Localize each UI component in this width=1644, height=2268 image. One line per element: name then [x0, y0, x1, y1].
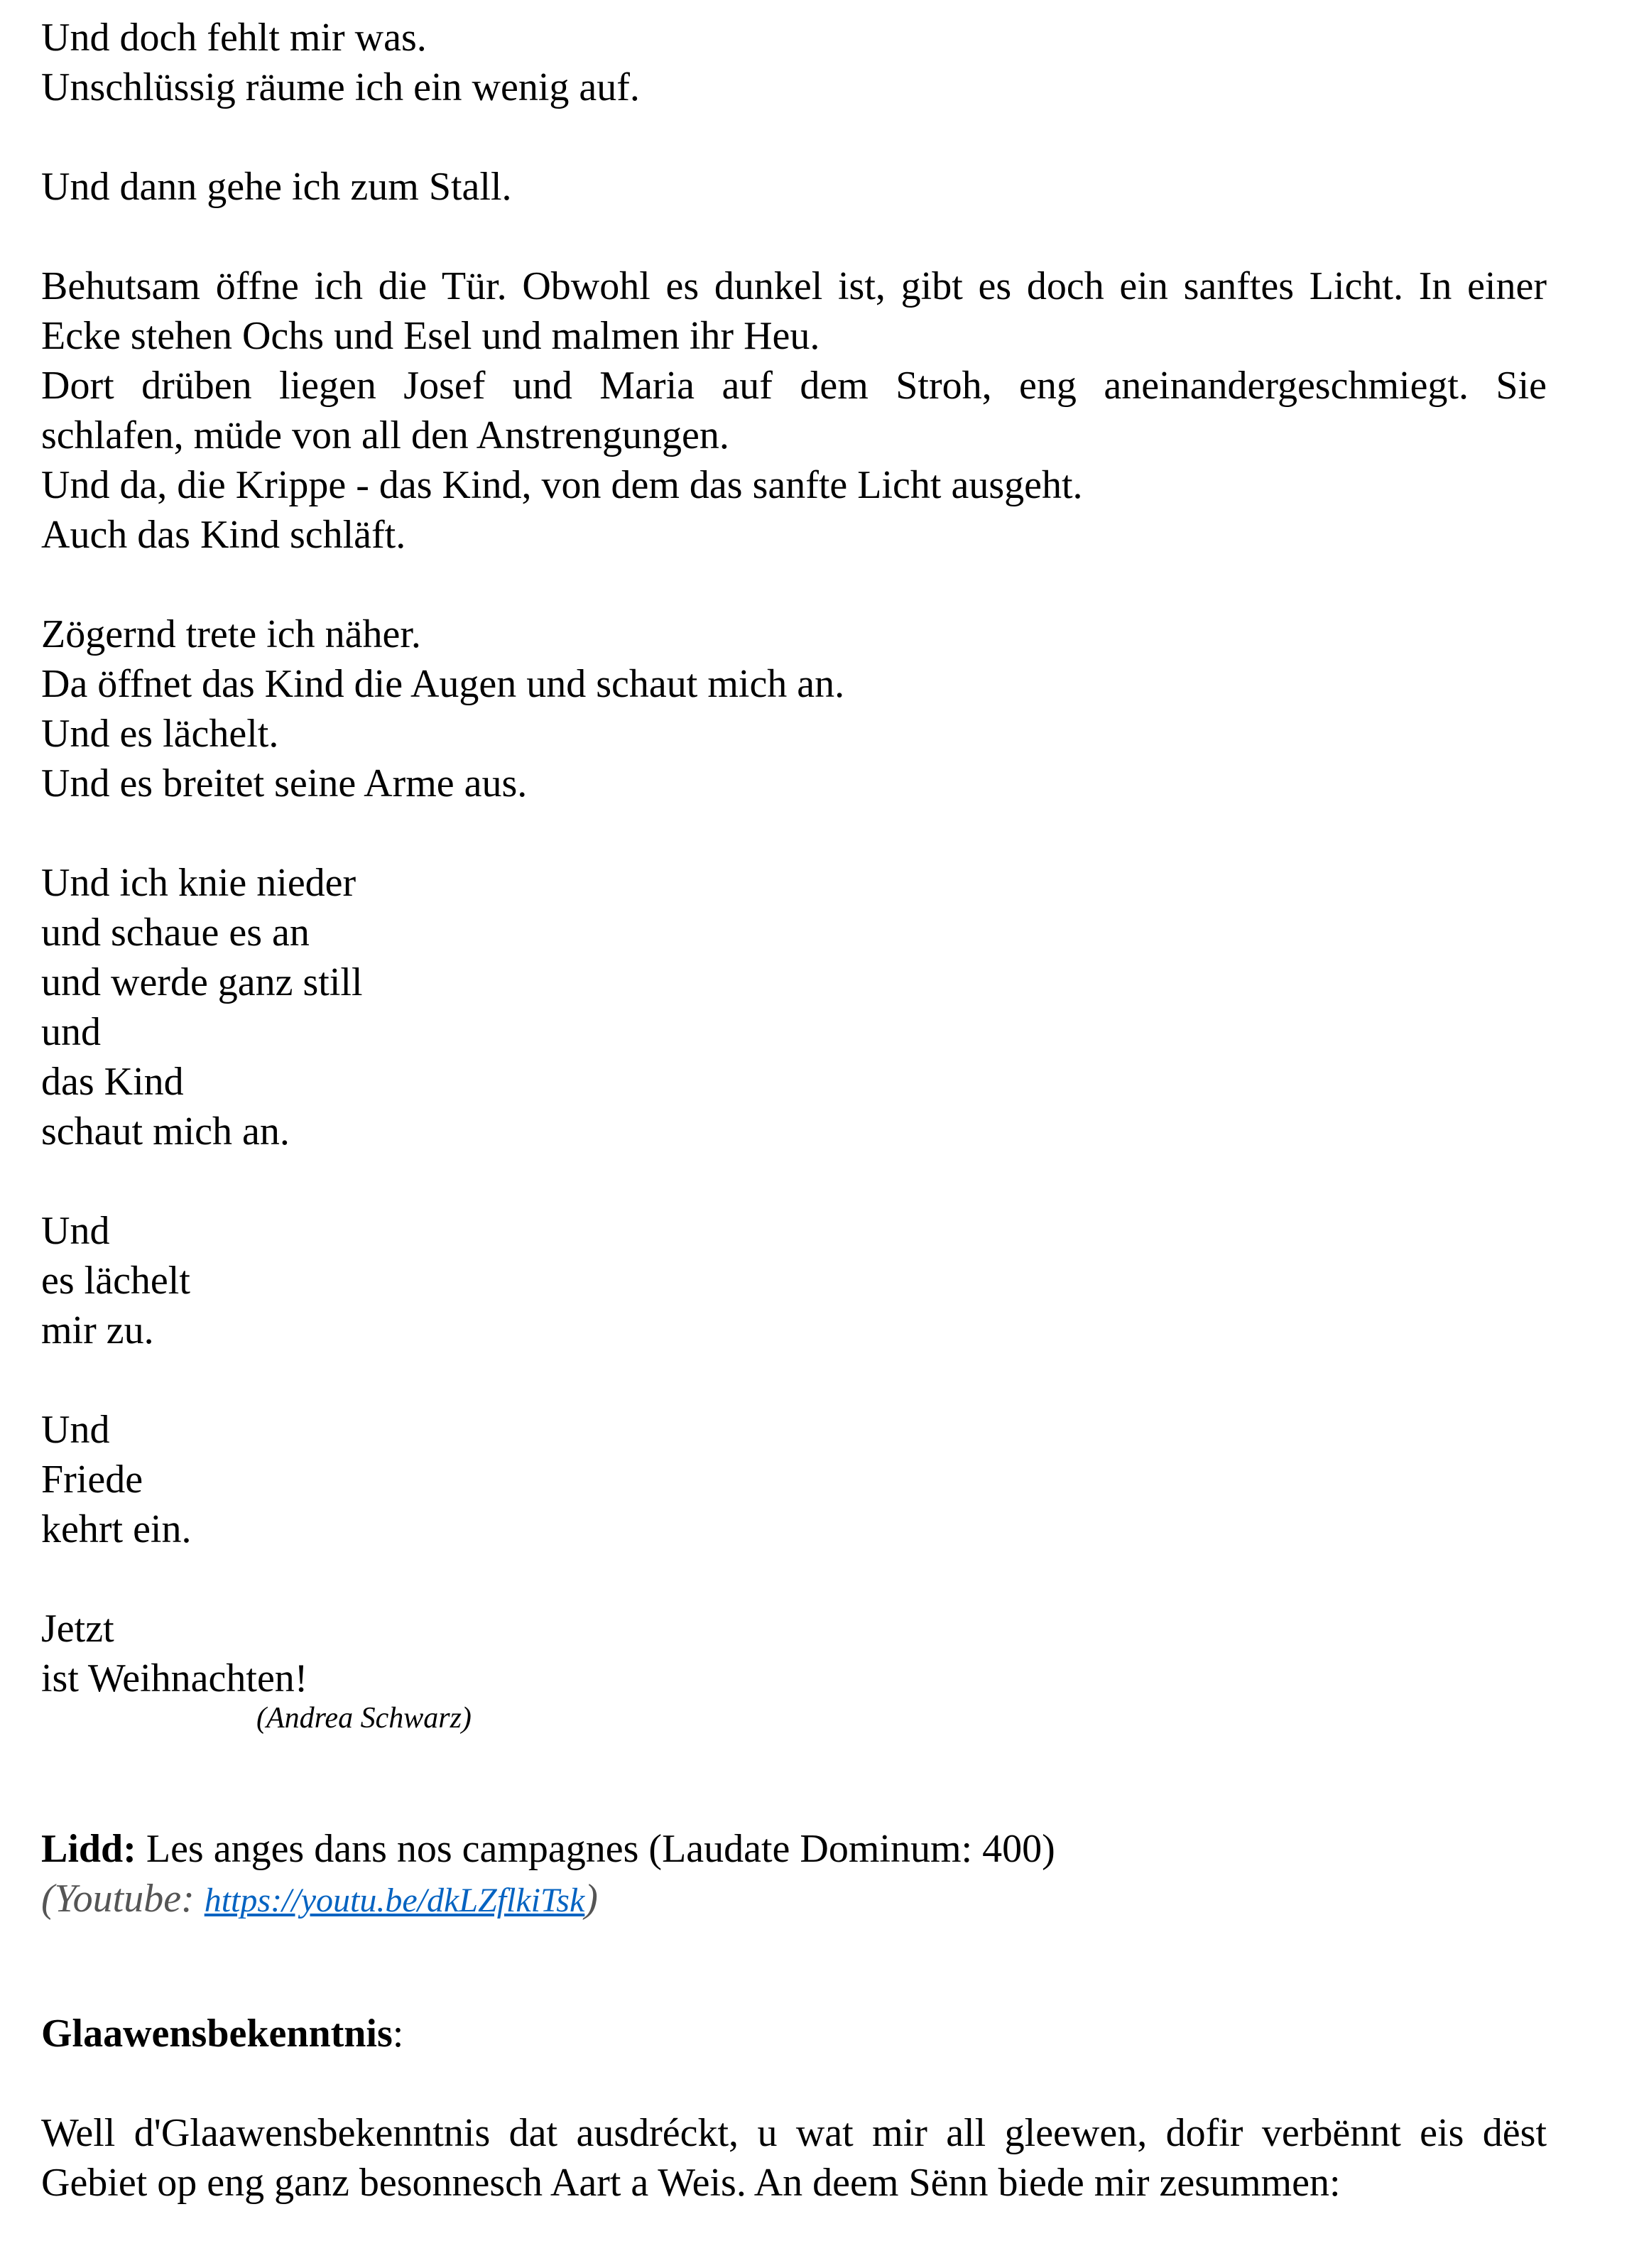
creed-paragraph-line: Gebiet op eng ganz besonnesch Aart a Weis. An deem Sënn biede mir zesummen:: [41, 2161, 1341, 2205]
poem-line: kehrt ein.: [41, 1507, 192, 1551]
poem-line: Und da, die Krippe - das Kind, von dem das sanfte Licht ausgeht.: [41, 463, 1083, 507]
poem-line: das Kind: [41, 1060, 184, 1104]
poem-line: Dort drüben liegen Josef und Maria auf dem Stroh, eng aneinandergeschmiegt. Sie: [41, 364, 1547, 408]
poem-line: Zögernd trete ich näher.: [41, 612, 421, 656]
poem-line: Ecke stehen Ochs und Esel und malmen ihr Heu.: [41, 314, 820, 358]
section-heading: [41, 2009, 1547, 2058]
poem-line: Auch das Kind schläft.: [41, 513, 406, 557]
song-label: Lidd:: [41, 1827, 136, 1871]
poem-line: mir zu.: [41, 1308, 154, 1352]
poem-line: Behutsam öffne ich die Tür. Obwohl es dunkel ist, gibt es doch ein sanftes Licht. In einer: [41, 264, 1547, 308]
poem-line: Und doch fehlt mir was.: [41, 16, 427, 60]
youtube-link[interactable]: https://youtu.be/dkLZflkiTsk: [204, 1882, 585, 1919]
poem-line: und schaue es an: [41, 911, 310, 955]
poem-line: Und: [41, 1209, 110, 1253]
poem-line: schaut mich an.: [41, 1109, 290, 1154]
poem-author: (Andrea Schwarz): [256, 1702, 472, 1735]
poem-line: Und es breitet seine Arme aus.: [41, 761, 528, 805]
creed-heading: Glaawensbekenntnis: [41, 2012, 393, 2056]
poem-line: schlafen, müde von all den Anstrengungen.: [41, 413, 729, 457]
poem-line: Jetzt: [41, 1607, 114, 1651]
poem-line: Unschlüssig räume ich ein wenig auf.: [41, 65, 640, 109]
document-page: [41, 13, 1547, 2208]
creed-heading-colon: :: [392, 2012, 404, 2056]
poem-line: Und es lächelt.: [41, 712, 279, 756]
poem-line: Und dann gehe ich zum Stall.: [41, 165, 512, 209]
youtube-prefix: (Youtube:: [41, 1877, 205, 1921]
poem-line: es lächelt: [41, 1259, 190, 1303]
poem-line: und: [41, 1010, 101, 1054]
song-title: Les anges dans nos campagnes (Laudate Dominum: 400): [136, 1827, 1055, 1871]
poem-line: Da öffnet das Kind die Augen und schaut mich an.: [41, 662, 845, 706]
poem-line: ist Weihnachten!: [41, 1656, 308, 1700]
poem-line: Friede: [41, 1458, 143, 1502]
youtube-suffix: ): [584, 1877, 598, 1921]
song-line: [41, 1824, 1547, 1874]
youtube-line: [41, 1874, 1547, 1924]
poem-line: Und ich knie nieder: [41, 861, 356, 905]
poem-line: und werde ganz still: [41, 960, 363, 1004]
creed-paragraph-line: Well d'Glaawensbekenntnis dat ausdréckt, u wat mir all gleewen, dofir verbënnt eis dëst: [41, 2111, 1547, 2155]
poem-line: Und: [41, 1408, 110, 1452]
